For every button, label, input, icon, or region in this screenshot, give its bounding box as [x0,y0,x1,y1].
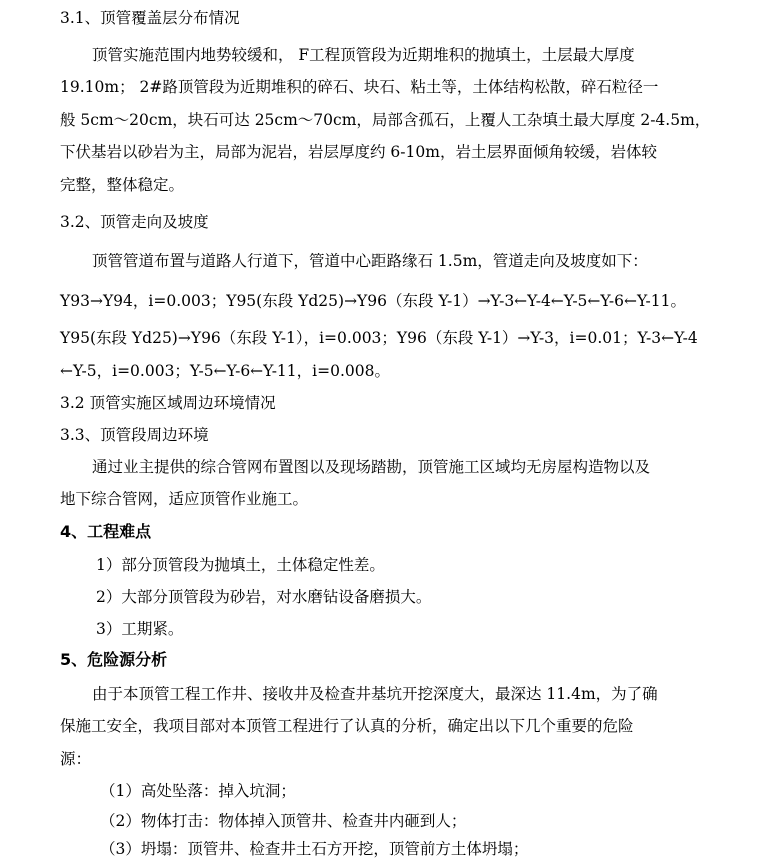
section-3-2b-heading: 3.2 顶管实施区域周边环境情况 [60,394,276,412]
difficulty-item-1: 1）部分顶管段为抛填土，土体稳定性差。 [96,556,385,574]
route-line-2a: Y95(东段 Yd25)→Y96（东段 Y-1），i=0.003；Y96（东段 Y-1）→Y-3，i=0.01；Y-3←Y-4 [60,329,698,347]
section-3-3-paragraph-line-1: 通过业主提供的综合管网布置图以及现场踏勘，顶管施工区域均无房屋构造物以及 [92,458,651,476]
section-5-paragraph-line-1: 由于本顶管工程工作井、接收井及检查井基坑开挖深度大，最深达 11.4m，为了确 [92,685,658,703]
hazard-item-3: （3）坍塌：顶管井、检查井土石方开挖，顶管前方土体坍塌； [100,840,529,858]
section-4-heading: 4、工程难点 [60,522,152,541]
difficulty-item-2: 2）大部分顶管段为砂岩，对水磨钻设备磨损大。 [96,588,432,606]
route-line-2b: ←Y-5，i=0.003；Y-5←Y-6←Y-11，i=0.008。 [60,362,390,380]
section-3-1-paragraph-line-3: 般 5cm～20cm，块石可达 25cm～70cm，局部含孤石，上覆人工杂填土最大厚度 2-4.5m， [60,111,711,129]
section-5-heading: 5、危险源分析 [60,650,168,669]
section-3-3-paragraph-line-2: 地下综合管网，适应顶管作业施工。 [60,490,309,508]
section-3-1-paragraph-line-5: 完整，整体稳定。 [60,176,185,194]
section-3-3-heading: 3.3、顶管段周边环境 [60,426,209,444]
section-3-2-heading: 3.2、顶管走向及坡度 [60,213,209,231]
hazard-item-1: （1）高处坠落：掉入坑洞； [100,782,296,800]
section-3-2-paragraph: 顶管管道布置与道路人行道下，管道中心距路缘石 1.5m，管道走向及坡度如下： [92,252,648,270]
difficulty-item-3: 3）工期紧。 [96,620,184,638]
section-3-1-paragraph-line-1: 顶管实施范围内地势较缓和， F工程顶管段为近期堆积的抛填土，土层最大厚度 [92,46,635,64]
route-line-1: Y93→Y94，i=0.003；Y95(东段 Yd25)→Y96（东段 Y-1）→Y-3←Y-4←Y-5←Y-6←Y-11。 [60,292,687,310]
section-3-1-heading: 3.1、顶管覆盖层分布情况 [60,9,240,27]
section-3-1-paragraph-line-2: 19.10m； 2#路顶管段为近期堆积的碎石、块石、粘土等，土体结构松散，碎石粒径一 [60,78,659,96]
section-5-paragraph-line-2: 保施工安全，我项目部对本顶管工程进行了认真的分析，确定出以下几个重要的危险 [60,717,634,735]
section-3-1-paragraph-line-4: 下伏基岩以砂岩为主，局部为泥岩，岩层厚度约 6-10m，岩土层界面倾角较缓，岩体较 [60,143,657,161]
hazard-item-2: （2）物体打击：物体掉入顶管井、检查井内砸到人； [100,812,467,830]
section-5-paragraph-line-3: 源： [60,750,92,768]
